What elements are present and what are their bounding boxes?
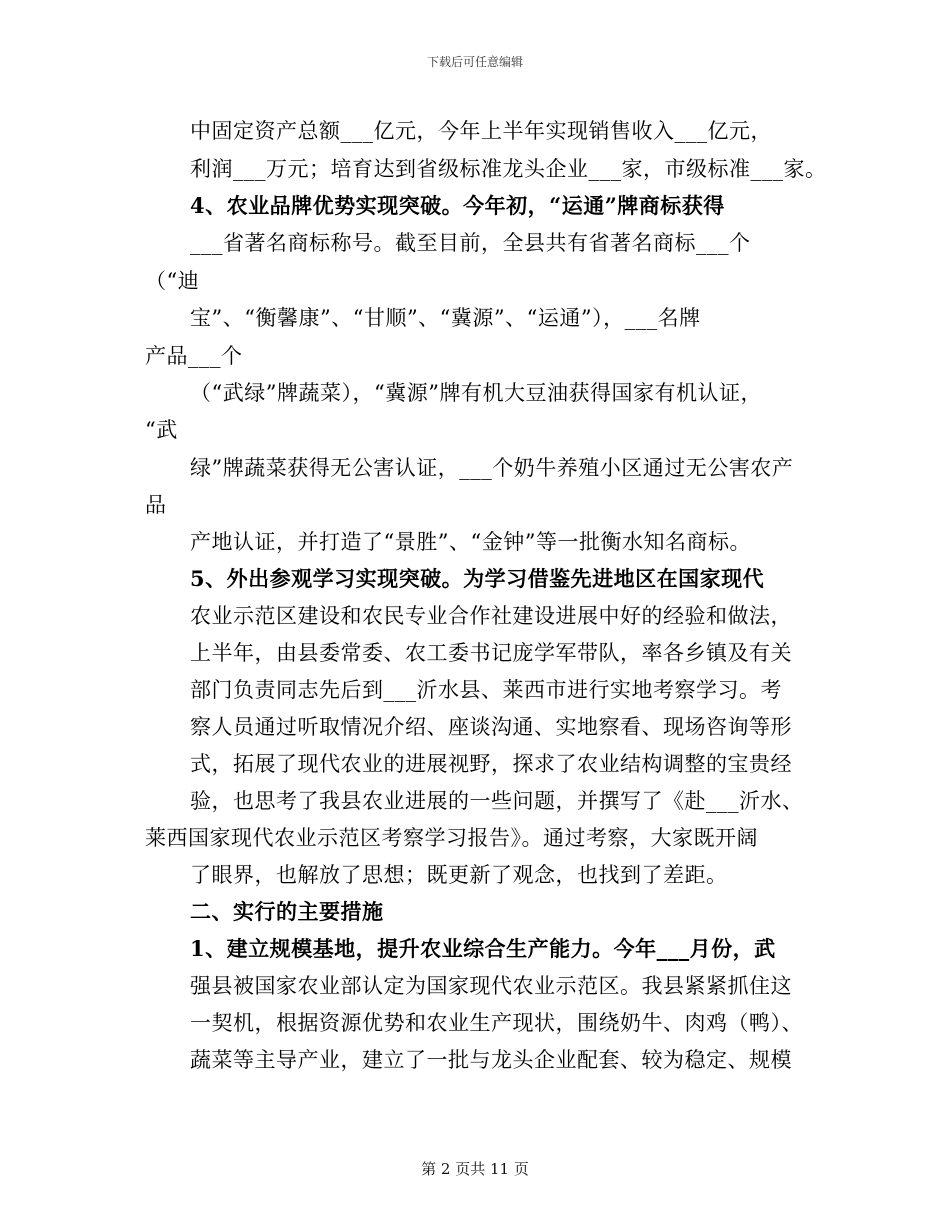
text-line: （“迪 [145,269,200,293]
page-header: 下载后可任意编辑 [426,55,523,69]
text-line: 产品___个 [145,344,243,368]
text-line: 4、农业品牌优势实现突破。今年初，“运通”牌商标获得 [190,193,725,218]
text-line: 莱西国家现代农业示范区考察学习报告》。通过考察，大家既开阔 [145,826,758,850]
text-line: 上半年，由县委常委、农工委书记庞学军带队，率各乡镇及有关 [190,641,792,665]
text-line: 农业示范区建设和农民专业合作社建设进展中好的经验和做法， [190,604,792,628]
text-line: 一契机，根据资源优势和农业生产现状，围绕奶牛、肉鸡（鸭）、 [190,1011,803,1035]
text-line: （“武绿”牌蔬菜），“冀源”牌有机大豆油获得国家有机认证， [190,381,762,405]
text-line: 中固定资产总额___亿元，今年上半年实现销售收入___亿元， [190,119,772,143]
text-line: 宝”、“衡馨康”、“甘顺”、“冀源”、“运通”），___名牌 [190,306,701,330]
text-line: 品 [145,493,167,517]
page-footer: 第 2 页共 11 页 [421,1160,529,1178]
text-line: 5、外出参观学习实现突破。为学习借鉴先进地区在国家现代 [190,566,765,591]
text-line: 察人员通过听取情况介绍、座谈沟通、实地察看、现场咨询等形 [190,715,792,739]
text-line: 式，拓展了现代农业的进展视野，探求了农业结构调整的宝贵经 [190,752,792,776]
text-line: 了眼界，也解放了思想；既更新了观念，也找到了差距。 [190,863,728,887]
text-line: 产地认证，并打造了“景胜”、“金钟”等一批衡水知名商标。 [190,530,751,554]
text-line: 1、建立规模基地，提升农业综合生产能力。今年___月份，武 [190,936,776,961]
section-heading: 二、实行的主要措施 [190,899,384,924]
text-line: “武 [145,418,178,442]
text-line: 验，也思考了我县农业进展的一些问题，并撰写了《赴___沂水、 [190,789,804,813]
text-line: ___省著名商标称号。截至目前，全县共有省著名商标___个 [190,231,751,255]
text-line: 利润___万元；培育达到省级标准龙头企业___家，市级标准___家。 [190,157,827,181]
text-line: 强县被国家农业部认定为国家现代农业示范区。我县紧紧抓住这 [190,974,792,998]
text-line: 蔬菜等主导产业，建立了一批与龙头企业配套、较为稳定、规模 [190,1048,792,1072]
text-line: 绿”牌蔬菜获得无公害认证，___个奶牛养殖小区通过无公害农产 [190,456,794,480]
text-line: 部门负责同志先后到___沂水县、莱西市进行实地考察学习。考 [190,678,782,702]
